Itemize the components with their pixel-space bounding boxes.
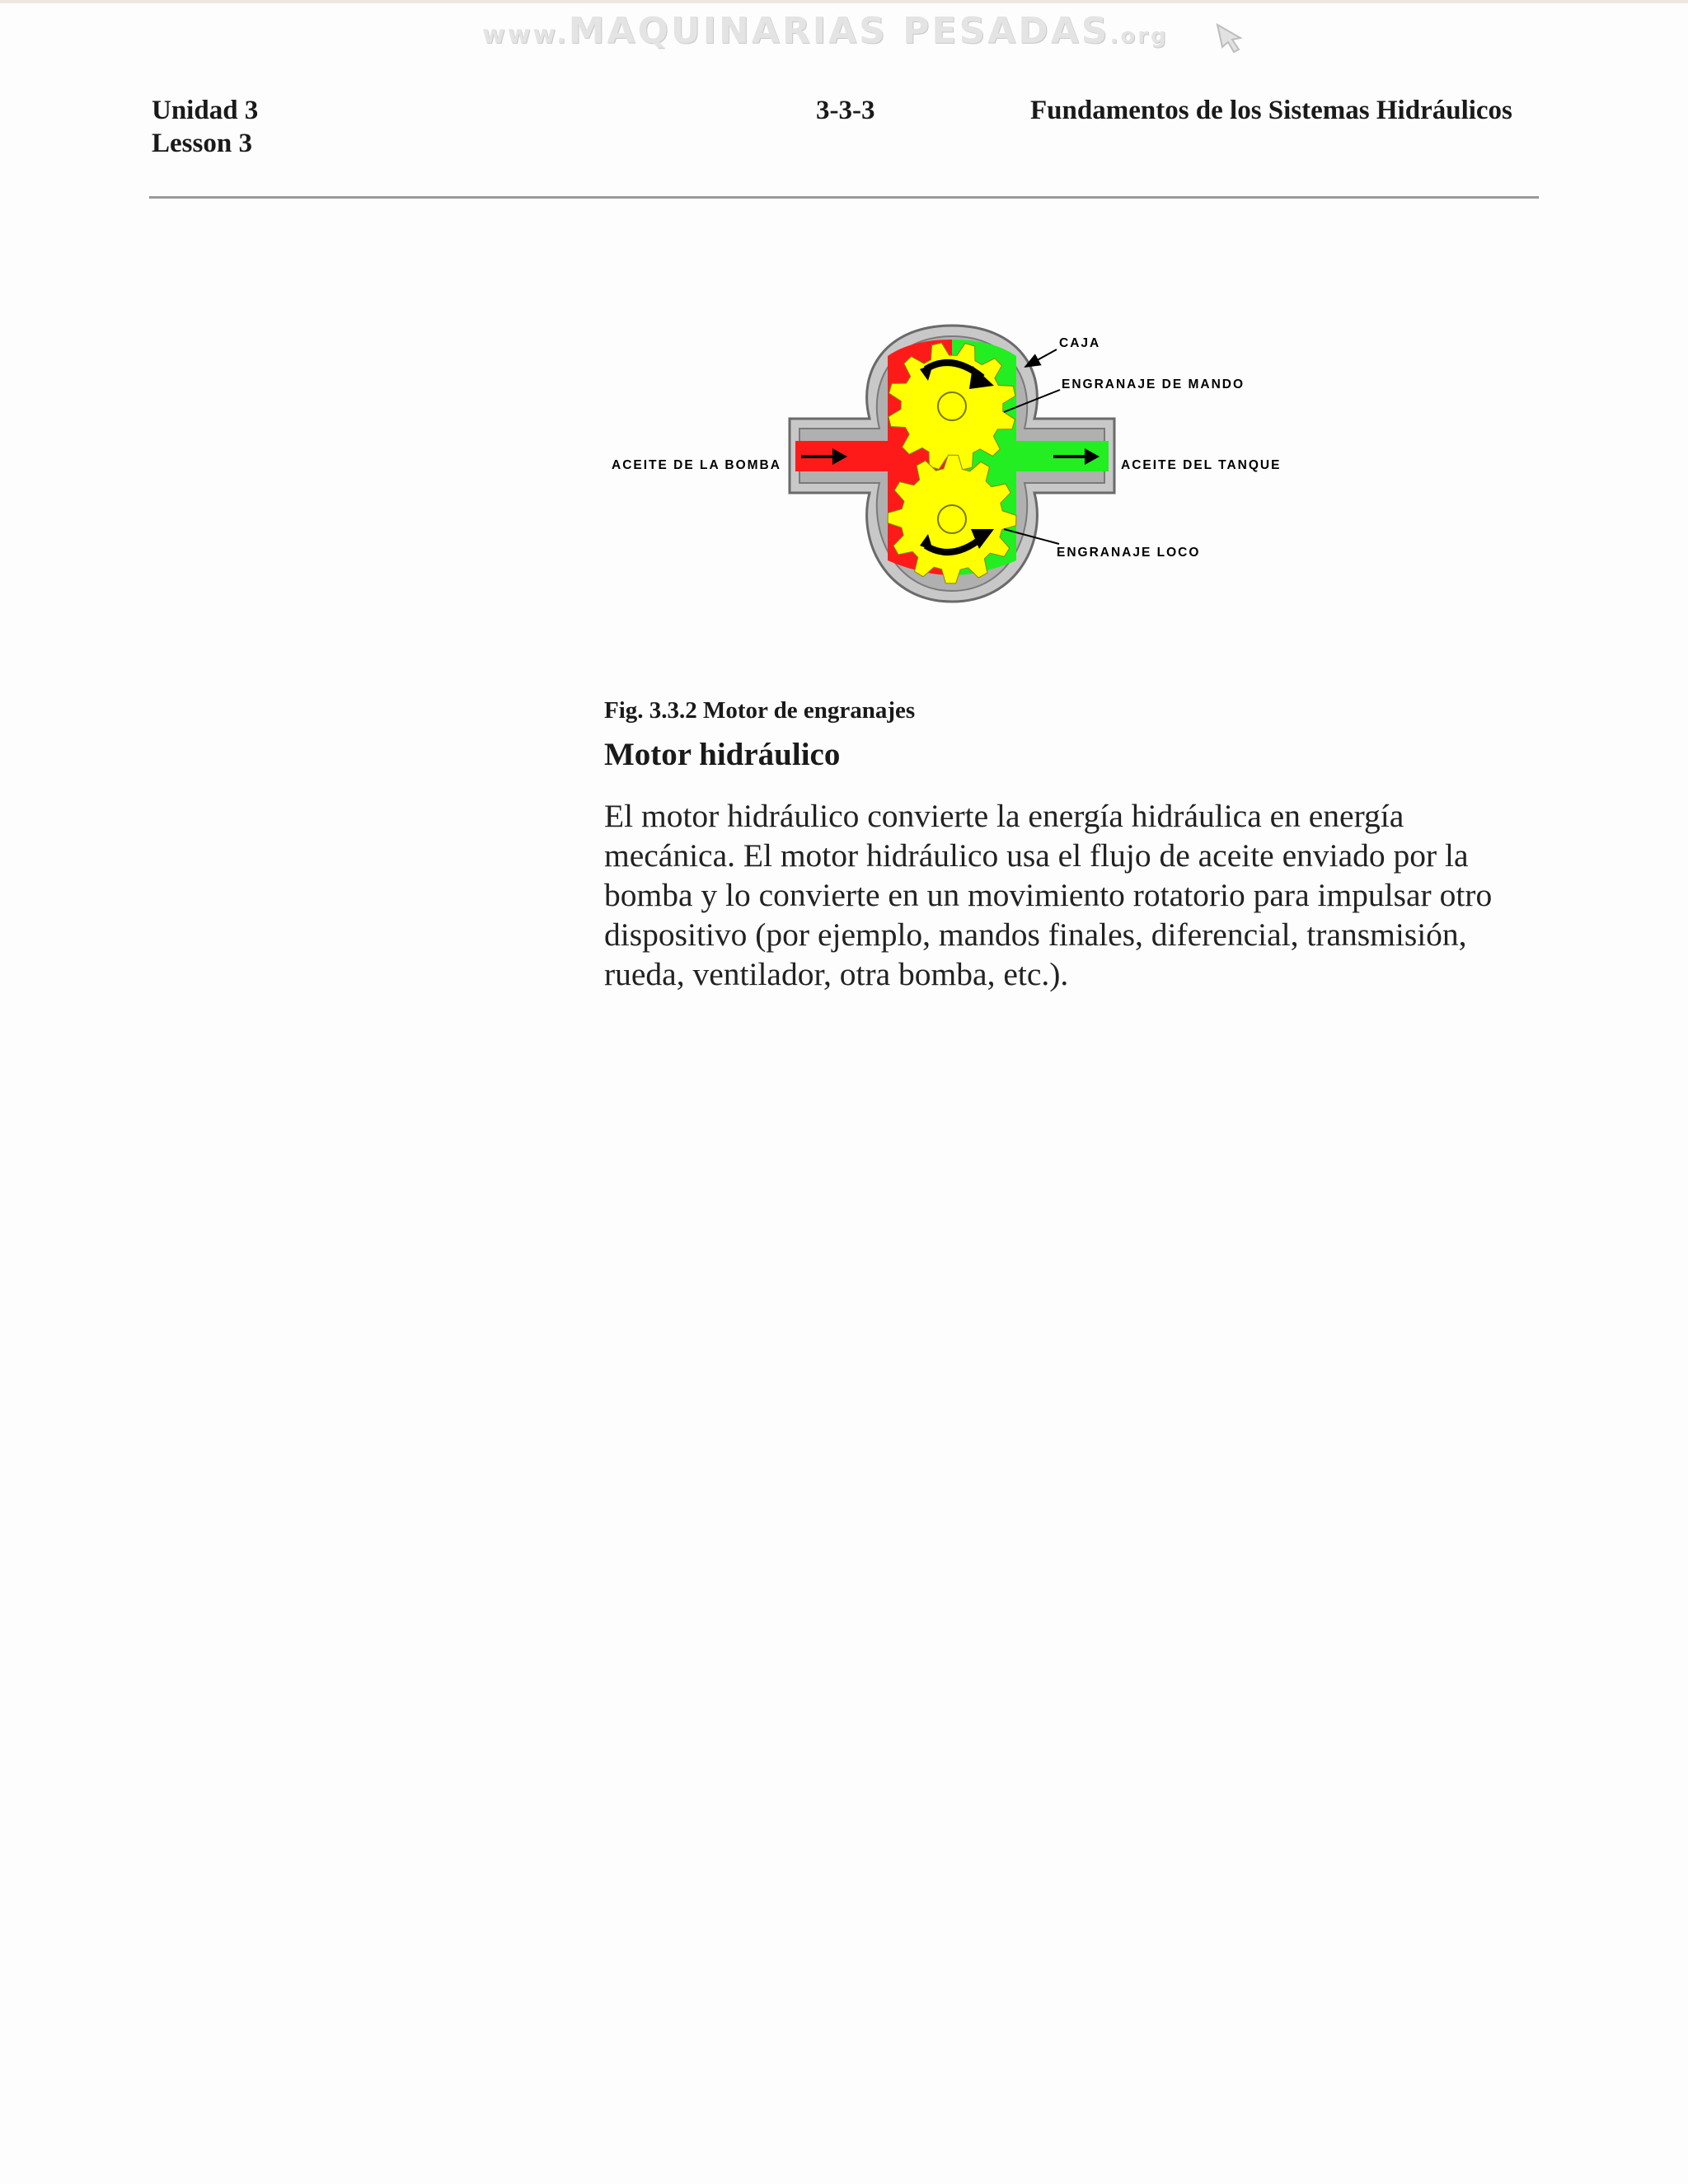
watermark-org: .org xyxy=(1109,24,1169,49)
label-aceite-tanque: ACEITE DEL TANQUE xyxy=(1121,458,1282,472)
body-line: rueda, ventilador, otra bomba, etc.). xyxy=(604,956,1069,992)
cursor-icon xyxy=(1216,21,1252,54)
idler-gear-hub xyxy=(938,505,966,533)
drive-gear-hub xyxy=(938,392,966,420)
watermark-www: www. xyxy=(482,21,569,49)
caja-leader xyxy=(1025,349,1057,367)
header-page-number: 3-3-3 xyxy=(816,96,875,125)
watermark-main: MAQUINARIAS PESADAS xyxy=(568,10,1110,52)
section-heading: Motor hidráulico xyxy=(604,737,841,772)
top-border xyxy=(0,0,1688,3)
header-lesson: Lesson 3 xyxy=(152,129,252,158)
body-line: mecánica. El motor hidráulico usa el flujo de aceite enviado por la xyxy=(604,837,1469,874)
body-line: dispositivo (por ejemplo, mandos finales, diferencial, transmisión, xyxy=(604,916,1467,953)
gear-motor-diagram xyxy=(602,313,1294,610)
label-aceite-bomba: ACEITE DE LA BOMBA xyxy=(612,458,781,472)
body-line: bomba y lo convierte en un movimiento rotatorio para impulsar otro xyxy=(604,877,1493,913)
header-unit: Unidad 3 xyxy=(152,96,259,125)
body-line: El motor hidráulico convierte la energía hidráulica en energía xyxy=(604,798,1404,834)
label-caja: CAJA xyxy=(1059,336,1101,350)
header-title: Fundamentos de los Sistemas Hidráulicos xyxy=(1030,96,1512,125)
gear-motor-figure xyxy=(602,313,1294,610)
label-engranaje-mando: ENGRANAJE DE MANDO xyxy=(1062,377,1245,391)
site-watermark xyxy=(482,10,1169,52)
figure-caption: Fig. 3.3.2 Motor de engranajes xyxy=(604,697,916,724)
label-engranaje-loco: ENGRANAJE LOCO xyxy=(1057,546,1201,560)
section-body xyxy=(604,796,1560,994)
header-divider xyxy=(149,196,1539,199)
